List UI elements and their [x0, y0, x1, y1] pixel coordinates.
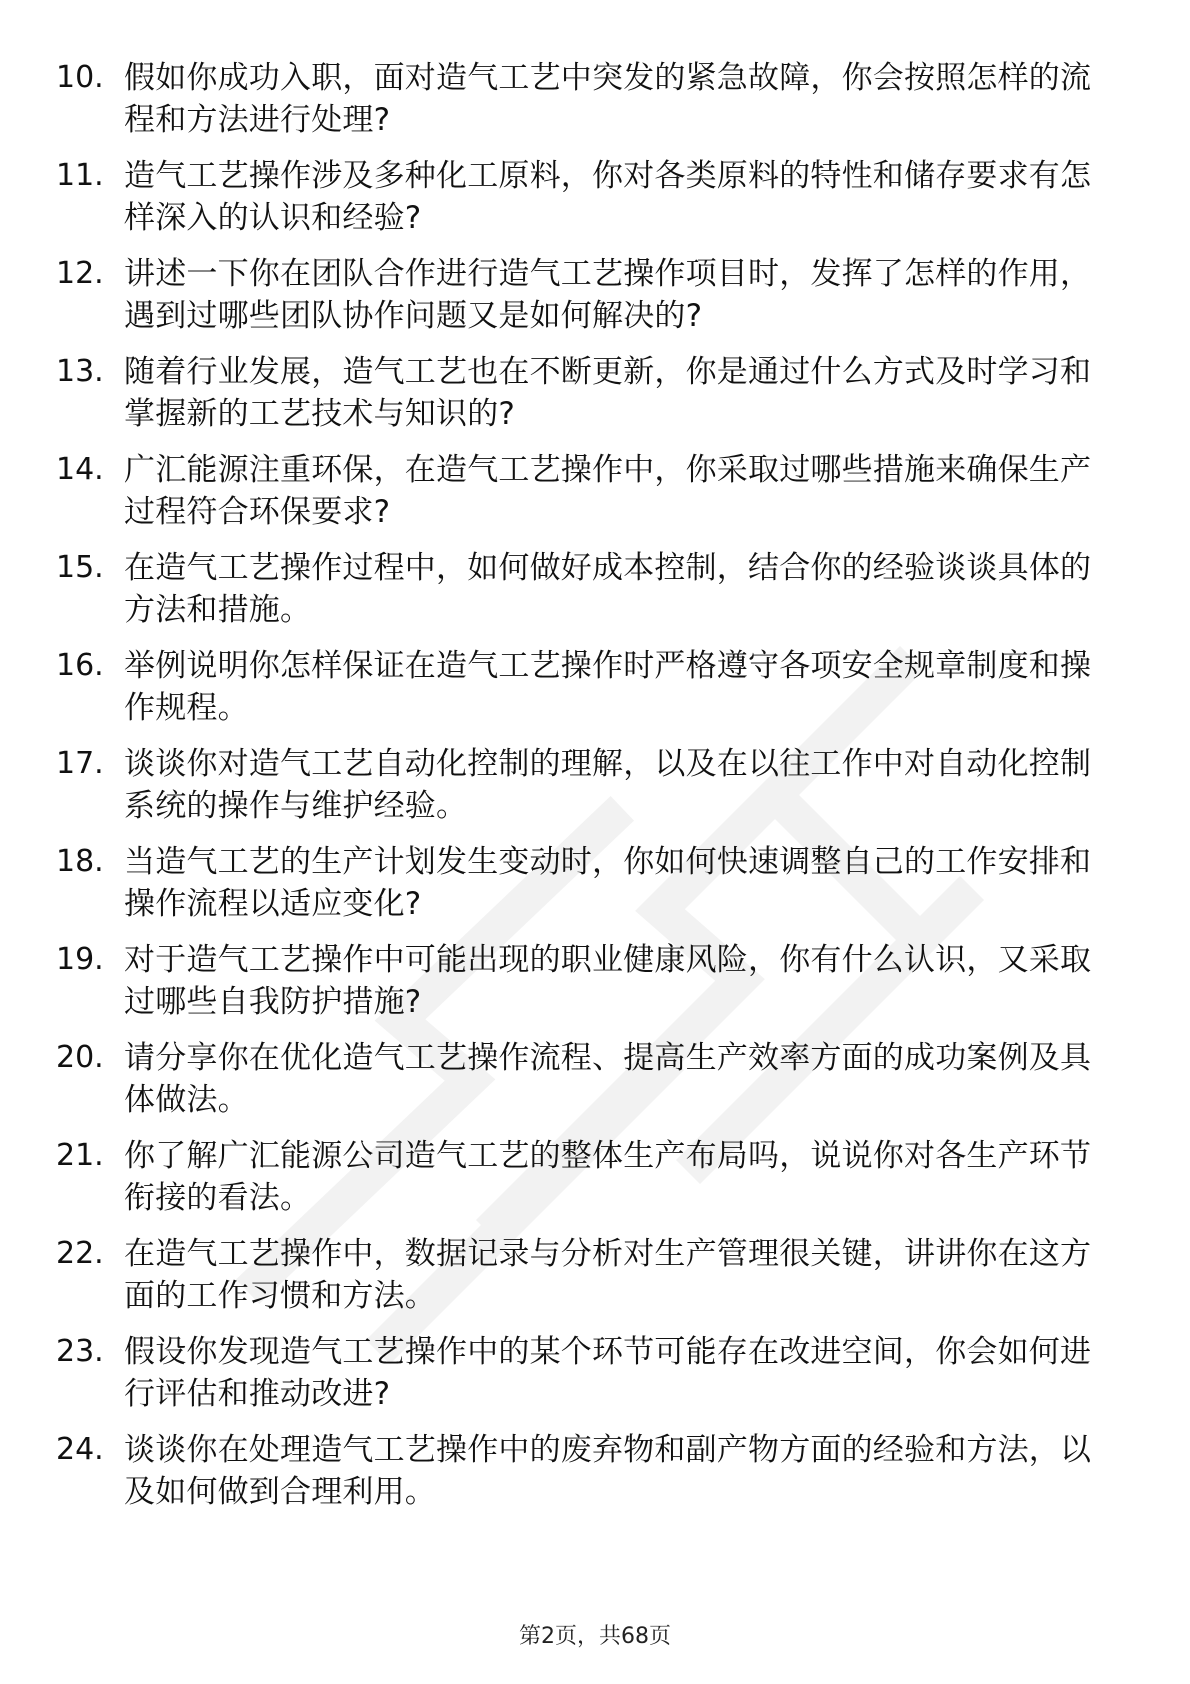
question-item	[0, 1123, 1190, 1221]
question-text: 举例说明你怎样保证在造气工艺操作时严格遵守各项安全规章制度和操作规程。	[124, 648, 1092, 726]
question-item	[0, 829, 1190, 927]
question-number: 14.	[56, 452, 104, 487]
question-item	[0, 535, 1190, 633]
question-text: 谈谈你对造气工艺自动化控制的理解，以及在以往工作中对自动化控制系统的操作与维护经验。	[124, 746, 1092, 824]
question-item	[0, 927, 1190, 1025]
question-item	[0, 339, 1190, 437]
question-item	[0, 437, 1190, 535]
question-number: 24.	[56, 1432, 104, 1467]
page-footer: 第2页，共68页	[519, 1624, 671, 1649]
question-text: 请分享你在优化造气工艺操作流程、提高生产效率方面的成功案例及具体做法。	[124, 1040, 1092, 1118]
question-text: 假如你成功入职，面对造气工艺中突发的紧急故障，你会按照怎样的流程和方法进行处理?	[124, 60, 1092, 138]
question-number: 10.	[56, 60, 104, 95]
question-text: 你了解广汇能源公司造气工艺的整体生产布局吗，说说你对各生产环节衔接的看法。	[124, 1138, 1092, 1216]
question-list	[0, 45, 1190, 1515]
question-text: 对于造气工艺操作中可能出现的职业健康风险，你有什么认识，又采取过哪些自我防护措施?	[124, 942, 1092, 1020]
question-item	[0, 731, 1190, 829]
question-number: 23.	[56, 1334, 104, 1369]
question-item	[0, 1417, 1190, 1515]
question-text: 假设你发现造气工艺操作中的某个环节可能存在改进空间，你会如何进行评估和推动改进?	[124, 1334, 1092, 1412]
question-number: 13.	[56, 354, 104, 389]
question-number: 11.	[56, 158, 104, 193]
question-number: 18.	[56, 844, 104, 879]
question-item	[0, 1221, 1190, 1319]
question-number: 16.	[56, 648, 104, 683]
question-number: 19.	[56, 942, 104, 977]
question-item	[0, 241, 1190, 339]
question-item	[0, 143, 1190, 241]
question-text: 在造气工艺操作中，数据记录与分析对生产管理很关键，讲讲你在这方面的工作习惯和方法。	[124, 1236, 1092, 1314]
question-number: 22.	[56, 1236, 104, 1271]
question-number: 17.	[56, 746, 104, 781]
question-text: 在造气工艺操作过程中，如何做好成本控制，结合你的经验谈谈具体的方法和措施。	[124, 550, 1092, 628]
question-item	[0, 1319, 1190, 1417]
question-text: 谈谈你在处理造气工艺操作中的废弃物和副产物方面的经验和方法，以及如何做到合理利用。	[124, 1432, 1092, 1510]
question-item	[0, 45, 1190, 143]
question-text: 当造气工艺的生产计划发生变动时，你如何快速调整自己的工作安排和操作流程以适应变化?	[124, 844, 1092, 922]
question-text: 随着行业发展，造气工艺也在不断更新，你是通过什么方式及时学习和掌握新的工艺技术与知识的?	[124, 354, 1092, 432]
question-text: 广汇能源注重环保，在造气工艺操作中，你采取过哪些措施来确保生产过程符合环保要求?	[124, 452, 1092, 530]
question-text: 造气工艺操作涉及多种化工原料，你对各类原料的特性和储存要求有怎样深入的认识和经验?	[124, 158, 1092, 236]
question-number: 15.	[56, 550, 104, 585]
question-item	[0, 633, 1190, 731]
question-number: 12.	[56, 256, 104, 291]
question-text: 讲述一下你在团队合作进行造气工艺操作项目时，发挥了怎样的作用，遇到过哪些团队协作问题又是如何解决的?	[124, 256, 1092, 334]
question-number: 21.	[56, 1138, 104, 1173]
question-item	[0, 1025, 1190, 1123]
question-number: 20.	[56, 1040, 104, 1075]
